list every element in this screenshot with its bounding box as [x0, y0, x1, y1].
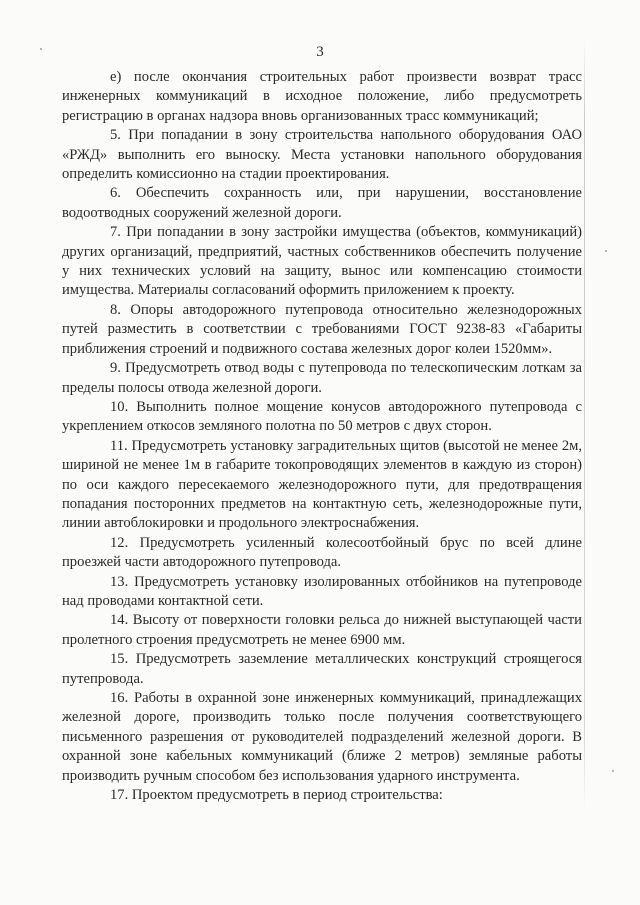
- paragraph-6: 6. Обеспечить сохранность или, при нарушении, восстановление водоотводных сооружений железной дороги.: [62, 185, 582, 221]
- paragraph-16: 16. Работы в охранной зоне инженерных коммуникаций, принадлежащих железной дороге, производить только после получения соответствующего письменного разрешения от руководителей подразделений железной дороги. В охранной зоне кабельных коммуникаций (ближе 2 метров) земляные работы производить ручным способом без использования ударного инструмента.: [62, 690, 582, 784]
- paragraph-9: 9. Предусмотреть отвод воды с путепровода по телескопическим лоткам за пределы полосы отвода железной дороги.: [62, 360, 582, 396]
- paragraph-12: 12. Предусмотреть усиленный колесоотбойный брус по всей длине проезжей части автодорожного путепровода.: [62, 534, 582, 571]
- paragraph-5: 5. При попадании в зону строительства напольного оборудования ОАО «РЖД» выполнить его выноску. Места установки напольного оборудования определить комиссионно на стадии проектирования.: [62, 127, 582, 183]
- scan-speck: [605, 250, 607, 252]
- paragraph-7: 7. При попадании в зону застройки имущества (объектов, коммуникаций) других организаций, предприятий, частных собственников обеспечить получение у них технических условий на защиту, вынос или компенсацию стоимости имущества. Материалы согласований оформить приложением к проекту.: [62, 224, 582, 299]
- document-body: [62, 68, 582, 805]
- scan-speck: [612, 770, 614, 772]
- paragraph-13: 13. Предусмотреть установку изолированных отбойников на путепроводе над проводами контактной сети.: [62, 573, 582, 609]
- paragraph-15: 15. Предусмотреть заземление металлических конструкций строящегося путепровода.: [62, 651, 582, 687]
- paragraph-17: 17. Проектом предусмотреть в период строительства:: [110, 787, 443, 804]
- paragraph-14: 14. Высоту от поверхности головки рельса до нижней выступающей части пролетного строения предусмотреть не менее 6900 мм.: [62, 612, 582, 648]
- paragraph-8: 8. Опоры автодорожного путепровода относительно железнодорожных путей разместить в соответствии с требованиями ГОСТ 9238-83 «Габариты приближения строений и подвижного состава железных дорог колеи 1520мм».: [62, 301, 582, 357]
- paragraph-e: е) после окончания строительных работ произвести возврат трасс инженерных коммуникаций в исходное положение, либо предусмотреть регистрацию в органах надзора вновь организованных трасс коммуникаций;: [62, 69, 582, 124]
- paragraph-11: 11. Предусмотреть установку заградительных щитов (высотой не менее 2м, шириной не менее 1м в габарите токопроводящих элементов в каждую из сторон) по оси каждого пересекаемого железнодорожного пути, для предотвращения попадания посторонних предметов на контактную сеть, железнодорожные пути, линии автоблокировки и продольного электроснабжения.: [62, 437, 582, 532]
- page-number: 3: [316, 44, 324, 60]
- scan-artifact-line: [584, 40, 585, 810]
- paragraph-10: 10. Выполнить полное мощение конусов автодорожного путепровода с укреплением откосов земляного полотна по 50 метров с двух сторон.: [62, 398, 582, 435]
